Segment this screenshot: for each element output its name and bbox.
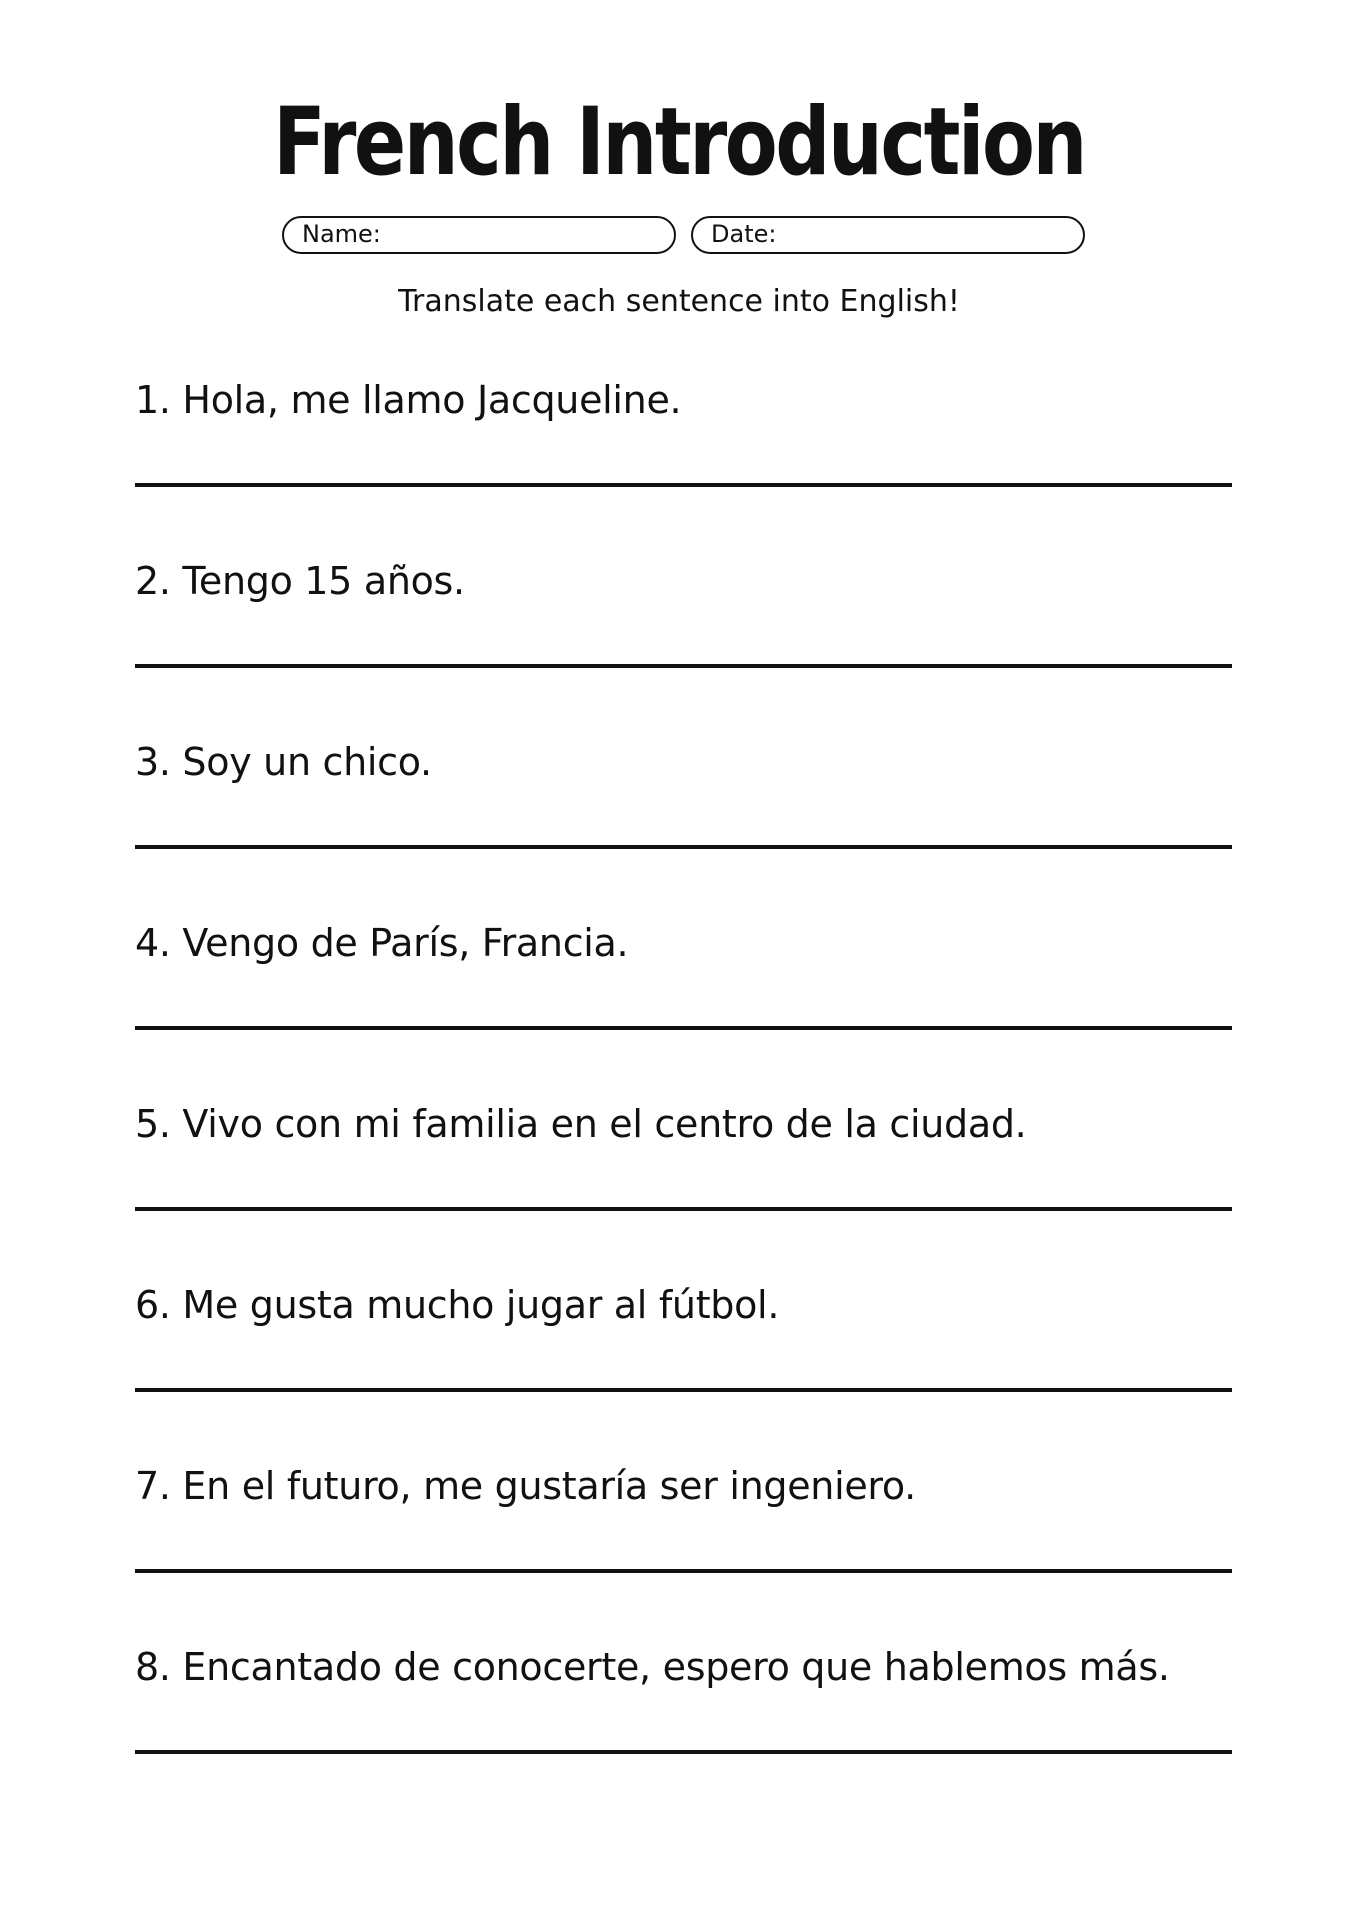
- question-text: 4. Vengo de París, Francia.: [135, 921, 629, 965]
- question-item: [135, 737, 1235, 787]
- name-field[interactable]: [282, 216, 676, 254]
- question-item: [135, 1642, 1235, 1692]
- answer-line[interactable]: [135, 1388, 1232, 1392]
- question-text: 5. Vivo con mi familia en el centro de la ciudad.: [135, 1102, 1027, 1146]
- question-text: 8. Encantado de conocerte, espero que hablemos más.: [135, 1645, 1170, 1689]
- date-field[interactable]: [691, 216, 1085, 254]
- date-label: Date:: [711, 220, 777, 248]
- question-item: [135, 375, 1235, 425]
- question-item: [135, 556, 1235, 606]
- question-text: 2. Tengo 15 años.: [135, 559, 465, 603]
- question-item: [135, 1099, 1235, 1149]
- answer-line[interactable]: [135, 483, 1232, 487]
- instructions: Translate each sentence into English!: [398, 284, 960, 319]
- answer-line[interactable]: [135, 1750, 1232, 1754]
- answer-line[interactable]: [135, 1207, 1232, 1211]
- question-item: [135, 918, 1235, 968]
- question-item: [135, 1461, 1235, 1511]
- worksheet-title: French Introduction: [273, 88, 1085, 197]
- name-label: Name:: [302, 220, 381, 248]
- question-item: [135, 1280, 1235, 1330]
- answer-line[interactable]: [135, 1569, 1232, 1573]
- question-text: 1. Hola, me llamo Jacqueline.: [135, 378, 682, 422]
- question-text: 7. En el futuro, me gustaría ser ingeniero.: [135, 1464, 916, 1508]
- answer-line[interactable]: [135, 664, 1232, 668]
- question-text: 6. Me gusta mucho jugar al fútbol.: [135, 1283, 780, 1327]
- question-text: 3. Soy un chico.: [135, 740, 432, 784]
- answer-line[interactable]: [135, 1026, 1232, 1030]
- answer-line[interactable]: [135, 845, 1232, 849]
